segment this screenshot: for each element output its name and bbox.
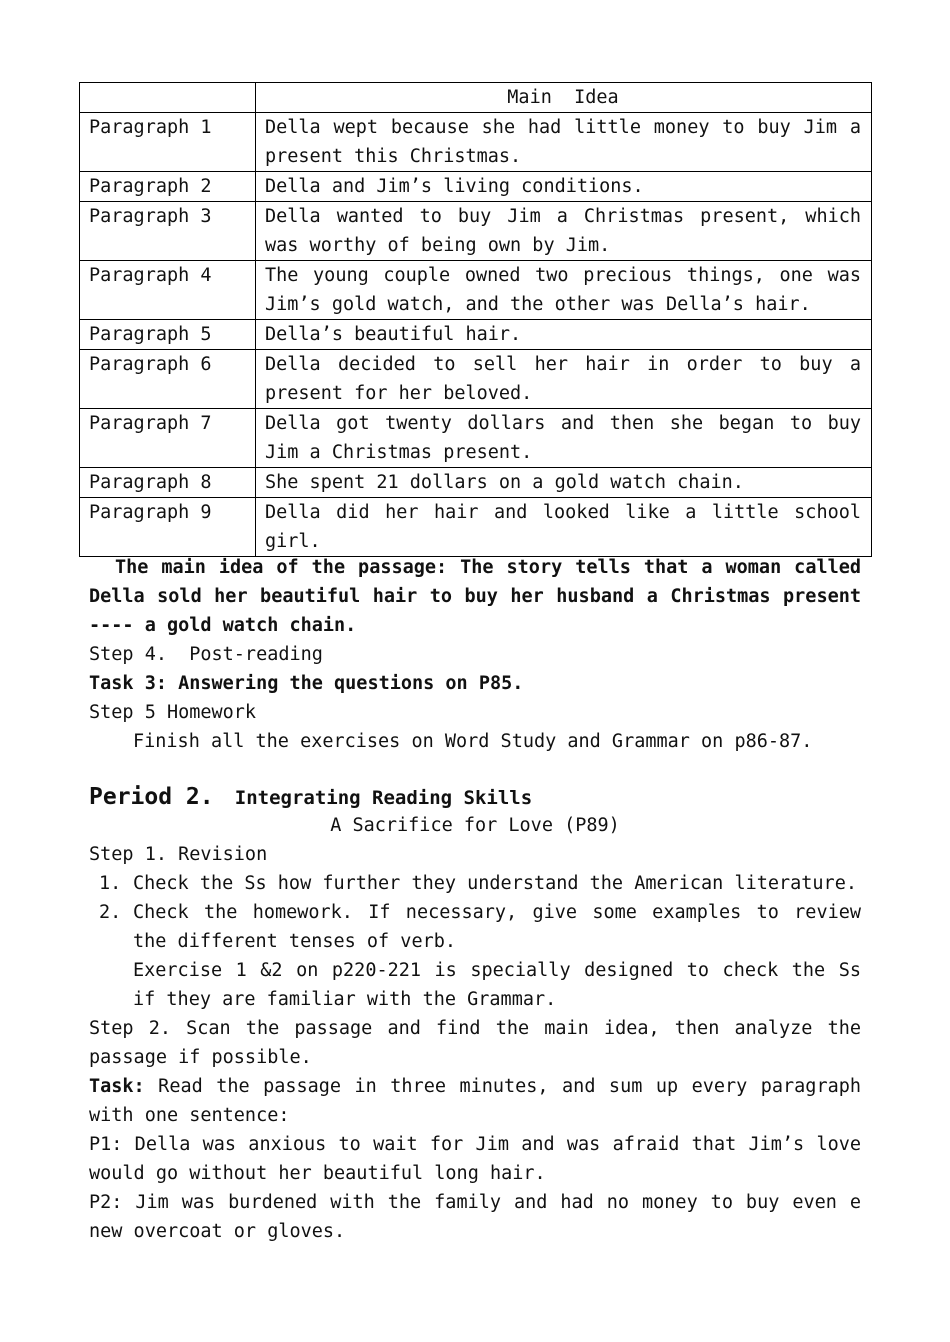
row-label: Paragraph 2 bbox=[80, 172, 256, 202]
row-label: Paragraph 7 bbox=[80, 409, 256, 468]
period-2-section bbox=[89, 780, 861, 1246]
exercise-item bbox=[89, 956, 861, 1014]
period-heading bbox=[89, 780, 861, 814]
list-number: 1. bbox=[99, 873, 122, 894]
list-number: 2. bbox=[99, 902, 122, 923]
row-text: Della’s beautiful hair. bbox=[256, 320, 872, 350]
table-row bbox=[80, 468, 872, 498]
list-text: Check the Ss how further they understand the American literature. bbox=[133, 873, 857, 894]
task-text: Read the passage in three minutes, and sum up every paragraph with one sentence: bbox=[89, 1076, 861, 1126]
exercise-text: Exercise 1 &2 on p220-221 is specially designed to check the Ss if they are familiar with the Grammar. bbox=[133, 960, 861, 1010]
step-1-heading: Step 1. Revision bbox=[89, 844, 268, 865]
row-text: Della wept because she had little money to buy Jim a present this Christmas. bbox=[256, 113, 872, 172]
task-label: Task: bbox=[89, 1076, 145, 1097]
table-row bbox=[80, 202, 872, 261]
body-text bbox=[89, 553, 873, 756]
row-text: Della and Jim’s living conditions. bbox=[256, 172, 872, 202]
row-label: Paragraph 5 bbox=[80, 320, 256, 350]
row-label: Paragraph 6 bbox=[80, 350, 256, 409]
row-text: Della got twenty dollars and then she began to buy Jim a Christmas present. bbox=[256, 409, 872, 468]
homework-text: Finish all the exercises on Word Study and Grammar on p86-87. bbox=[133, 731, 813, 752]
table-header-cell: Main Idea bbox=[256, 83, 872, 113]
row-label: Paragraph 1 bbox=[80, 113, 256, 172]
table-row bbox=[80, 113, 872, 172]
table-header-row bbox=[80, 83, 872, 113]
p2-summary: P2: Jim was burdened with the family and had no money to buy even e new overcoat or gloves. bbox=[89, 1192, 861, 1242]
table-row bbox=[80, 409, 872, 468]
row-label: Paragraph 3 bbox=[80, 202, 256, 261]
step-5-heading: Step 5 Homework bbox=[89, 702, 257, 723]
table-row bbox=[80, 261, 872, 320]
passage-title: A Sacrifice for Love (P89) bbox=[330, 815, 620, 836]
table-row bbox=[80, 498, 872, 557]
task-3-heading: Task 3: Answering the questions on P85. bbox=[89, 673, 524, 694]
step-2-text: Step 2. Scan the passage and find the main idea, then analyze the passage if possible. bbox=[89, 1018, 861, 1068]
row-label: Paragraph 4 bbox=[80, 261, 256, 320]
step-4-heading: Step 4. Post-reading bbox=[89, 644, 323, 665]
table-corner-cell bbox=[80, 83, 256, 113]
list-item bbox=[89, 898, 861, 956]
row-label: Paragraph 9 bbox=[80, 498, 256, 557]
period-title: Period 2. bbox=[89, 784, 214, 810]
main-idea-table bbox=[79, 82, 872, 557]
task-paragraph bbox=[89, 1072, 861, 1130]
period-subtitle: Integrating Reading Skills bbox=[234, 787, 533, 809]
table-row bbox=[80, 172, 872, 202]
row-text: Della did her hair and looked like a little school girl. bbox=[256, 498, 872, 557]
row-label: Paragraph 8 bbox=[80, 468, 256, 498]
row-text: Della decided to sell her hair in order to buy a present for her beloved. bbox=[256, 350, 872, 409]
list-item bbox=[89, 869, 861, 898]
table-row bbox=[80, 350, 872, 409]
row-text: Della wanted to buy Jim a Christmas present, which was worthy of being own by Jim. bbox=[256, 202, 872, 261]
main-idea-summary: The main idea of the passage: The story tells that a woman called Della sold her beautiful hair to buy her husband a Christmas present ---- a gold watch chain. bbox=[89, 557, 873, 636]
row-text: The young couple owned two precious things, one was Jim’s gold watch, and the other was Della’s hair. bbox=[256, 261, 872, 320]
table-row bbox=[80, 320, 872, 350]
row-text: She spent 21 dollars on a gold watch chain. bbox=[256, 468, 872, 498]
list-text: Check the homework. If necessary, give some examples to review the different tenses of verb. bbox=[133, 902, 861, 952]
p1-summary: P1: Della was anxious to wait for Jim and was afraid that Jim’s love would go without her beautiful long hair. bbox=[89, 1134, 861, 1184]
